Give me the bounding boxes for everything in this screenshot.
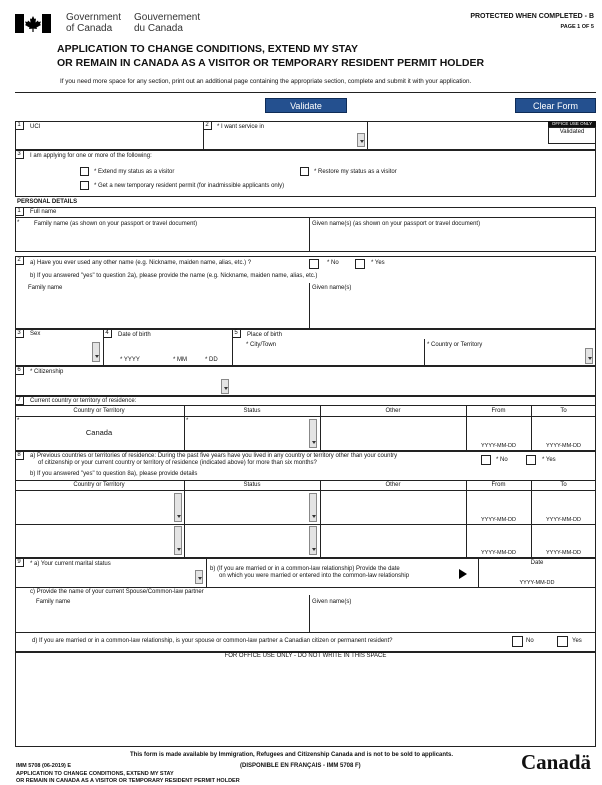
- previous-from-2-format: YYYY-MM-DD: [481, 550, 516, 556]
- previous-residence-details-label: b) If you answered "yes" to question 8a), please provide details: [30, 471, 198, 477]
- col-other-header: Other: [385, 408, 401, 414]
- sex-label: Sex: [30, 331, 41, 337]
- other-names-no-checkbox[interactable]: [309, 259, 319, 269]
- citizenship-box: [15, 366, 596, 396]
- personal-details-heading: PERSONAL DETAILS: [17, 199, 78, 205]
- divider: [320, 405, 321, 451]
- col-from-header: From: [491, 408, 506, 414]
- dob-month-label: * MM: [173, 357, 187, 363]
- marital-status-dropdown[interactable]: [195, 570, 203, 584]
- no-label: * No: [496, 457, 508, 463]
- other-given-names-label: Given name(s): [312, 285, 352, 291]
- instruction-text: If you need more space for any section, print out an additional page containing the appropriate section, complete and submit it with your application.: [60, 78, 472, 85]
- gov-en-line2: of Canada: [66, 23, 113, 34]
- other-names-question: a) Have you ever used any other name (e.g. Nickname, maiden name, alias, etc.) ?: [30, 260, 252, 266]
- yes-label: Yes: [572, 638, 582, 644]
- divider: [15, 480, 596, 481]
- required-mark: *: [17, 418, 20, 424]
- previous-from-1-format: YYYY-MM-DD: [481, 517, 516, 523]
- footer-form-name-line2: OR REMAIN IN CANADA AS A VISITOR OR TEMPORARY RESIDENT PERMIT HOLDER: [16, 778, 240, 784]
- footer-notice: This form is made available by Immigration, Refugees and Citizenship Canada and is not to be sold to applicants.: [130, 752, 454, 758]
- residence-to-format: YYYY-MM-DD: [546, 443, 581, 449]
- restore-status-label: * Restore my status as a visitor: [314, 169, 397, 175]
- extend-status-checkbox[interactable]: [80, 167, 89, 176]
- marital-status-label: * a) Your current marital status: [30, 561, 111, 567]
- page-number: PAGE 1 OF 5: [560, 24, 594, 30]
- validated-text: Validated: [559, 129, 585, 135]
- field-number-3: 3: [15, 329, 24, 338]
- field-number-9: 9: [15, 558, 24, 567]
- divider: [15, 416, 596, 417]
- previous-residence-yes-checkbox[interactable]: [526, 455, 536, 465]
- government-en-signature: [66, 12, 121, 34]
- spouse-family-name-label: Family name: [36, 599, 71, 605]
- residence-from-format: YYYY-MM-DD: [481, 443, 516, 449]
- canada-flag-logo: [15, 14, 51, 33]
- protected-label: PROTECTED WHEN COMPLETED - B: [470, 13, 594, 20]
- col-to-header: To: [560, 482, 567, 488]
- col-country-header: Country or Territory: [73, 482, 125, 488]
- residence-status-dropdown[interactable]: [309, 419, 317, 448]
- divider: [309, 217, 310, 252]
- citizenship-dropdown[interactable]: [221, 379, 229, 394]
- divider: [15, 587, 596, 588]
- office-use-only-label: OFFICE USE ONLY: [548, 121, 596, 127]
- field-number-3: 3: [15, 150, 24, 159]
- dob-input[interactable]: [110, 341, 230, 355]
- col-status-header: Status: [243, 408, 261, 414]
- field-number-2: 2: [203, 121, 212, 130]
- divider: [367, 121, 368, 150]
- marriage-date-input[interactable]: [482, 568, 592, 578]
- pob-country-dropdown[interactable]: [585, 348, 593, 364]
- yes-label: * Yes: [542, 457, 556, 463]
- marriage-date-question-cont: on which you were married or entered into the common-law relationship: [219, 573, 410, 579]
- previous-status-2-dropdown[interactable]: [309, 526, 317, 555]
- other-names-details-label: b) If you answered "yes" to question 2a), please provide the name (e.g. Nickname, maiden name, alias, etc.): [30, 273, 318, 279]
- temporary-permit-checkbox[interactable]: [80, 181, 89, 190]
- spouse-given-names-input[interactable]: [312, 608, 594, 630]
- field-number-4: 4: [103, 329, 112, 338]
- other-family-name-label: Family name: [28, 285, 63, 291]
- field-number-1: 1: [15, 121, 24, 130]
- field-number-1: 1: [15, 207, 24, 216]
- divider: [15, 405, 596, 406]
- office-use-box: [15, 652, 596, 747]
- pob-city-input[interactable]: [246, 350, 421, 364]
- footer-french: (DISPONIBLE EN FRANÇAIS - IMM 5708 F): [240, 763, 361, 769]
- field-number-8: 8: [15, 451, 24, 460]
- given-names-label: Given name(s) (as shown on your passport or travel document): [312, 221, 481, 227]
- spouse-citizen-question: d) If you are married or in a common-law relationship, is your spouse or common-law partner a Canadian citizen or permanent resident?: [32, 638, 393, 644]
- previous-country-2-dropdown[interactable]: [174, 526, 182, 555]
- previous-residence-question-cont: of citizenship or your current country or territory of residence (indicated above) for more than six months?: [38, 460, 317, 466]
- residence-label: Current country or territory of residence:: [30, 398, 137, 404]
- yes-label: * Yes: [371, 260, 385, 266]
- previous-country-1-dropdown[interactable]: [174, 493, 182, 522]
- residence-country-value[interactable]: Canada: [85, 428, 113, 437]
- col-status-header: Status: [243, 482, 261, 488]
- field-number-2: 2: [15, 256, 24, 265]
- applying-label: I am applying for one or more of the following:: [30, 153, 152, 159]
- divider: [184, 405, 185, 451]
- field-number-5: 5: [232, 329, 241, 338]
- no-label: * No: [327, 260, 339, 266]
- spouse-citizen-no-checkbox[interactable]: [512, 636, 523, 647]
- header-divider: [15, 92, 596, 93]
- citizenship-label: * Citizenship: [30, 369, 64, 375]
- service-language-label: * I want service in: [217, 124, 265, 130]
- divider: [15, 632, 596, 633]
- col-country-header: Country or Territory: [73, 408, 125, 414]
- validate-button[interactable]: Validate: [265, 98, 347, 113]
- dob-day-label: * DD: [205, 357, 218, 363]
- uci-input[interactable]: [26, 132, 201, 148]
- required-mark: *: [17, 220, 20, 226]
- dob-label: Date of birth: [118, 332, 151, 338]
- other-family-name-input[interactable]: [18, 294, 306, 327]
- spouse-citizen-yes-checkbox[interactable]: [557, 636, 568, 647]
- marriage-date-question: b) (If you are married or in a common-law relationship) Provide the date: [210, 566, 400, 572]
- date-label: Date: [530, 560, 544, 566]
- spouse-given-names-label: Given name(s): [312, 599, 352, 605]
- divider: [15, 490, 596, 491]
- form-code: IMM 5708 (06-2019) E: [16, 763, 72, 769]
- divider: [206, 558, 207, 587]
- marriage-date-format: YYYY-MM-DD: [519, 580, 555, 586]
- gov-fr-line1: Gouvernement: [134, 12, 201, 23]
- no-label: No: [526, 638, 534, 644]
- full-name-label: Full name: [30, 209, 57, 215]
- footer-form-name-line1: APPLICATION TO CHANGE CONDITIONS, EXTEND MY STAY: [16, 771, 174, 777]
- uci-label: UCI: [30, 124, 41, 130]
- government-fr-signature: [134, 12, 200, 34]
- form-title-line1: APPLICATION TO CHANGE CONDITIONS, EXTEND MY STAY: [57, 43, 359, 55]
- family-name-label: Family name (as shown on your passport or travel document): [34, 221, 198, 227]
- spouse-name-label: c) Provide the name of your current Spouse/Common-law partner: [30, 589, 204, 595]
- temporary-permit-label: * Get a new temporary resident permit (for inadmissible applicants only): [94, 183, 285, 189]
- required-mark: *: [186, 418, 189, 424]
- sex-dropdown[interactable]: [92, 342, 100, 362]
- canada-wordmark: Canadä: [521, 750, 592, 774]
- gov-fr-line2: du Canada: [134, 23, 183, 34]
- divider: [320, 480, 321, 558]
- divider: [309, 283, 310, 329]
- field-number-6: 6: [15, 366, 24, 375]
- extend-status-label: * Extend my status as a visitor: [94, 169, 175, 175]
- pob-label: Place of birth: [247, 332, 283, 338]
- col-other-header: Other: [385, 482, 401, 488]
- arrow-right-icon: [459, 569, 467, 579]
- previous-residence-question: a) Previous countries or territories of residence: During the past five years have you lived in any country or territory other than your country: [30, 453, 398, 459]
- pob-country-label: * Country or Territory: [427, 342, 483, 348]
- divider: [15, 524, 596, 525]
- clear-form-button[interactable]: Clear Form: [515, 98, 596, 113]
- pob-city-label: * City/Town: [246, 342, 277, 348]
- divider: [15, 217, 596, 218]
- form-title-line2: OR REMAIN IN CANADA AS A VISITOR OR TEMPORARY RESIDENT PERMIT HOLDER: [57, 57, 485, 69]
- given-names-input[interactable]: [312, 231, 594, 251]
- divider: [309, 595, 310, 632]
- previous-to-2-format: YYYY-MM-DD: [546, 550, 581, 556]
- previous-residence-no-checkbox[interactable]: [481, 455, 491, 465]
- col-to-header: To: [560, 408, 567, 414]
- col-from-header: From: [491, 482, 506, 488]
- previous-status-1-dropdown[interactable]: [309, 493, 317, 522]
- field-number-7: 7: [15, 396, 24, 405]
- office-use-heading: FOR OFFICE USE ONLY - DO NOT WRITE IN THIS SPACE: [224, 653, 387, 659]
- divider: [424, 339, 425, 366]
- previous-to-1-format: YYYY-MM-DD: [546, 517, 581, 523]
- family-name-input[interactable]: [18, 231, 306, 251]
- divider: [184, 480, 185, 558]
- other-names-yes-checkbox[interactable]: [355, 259, 365, 269]
- other-given-names-input[interactable]: [312, 294, 594, 327]
- dob-year-label: * YYYY: [120, 357, 140, 363]
- gov-en-line1: Government: [66, 12, 122, 23]
- previous-residence-box: [15, 451, 596, 558]
- restore-status-checkbox[interactable]: [300, 167, 309, 176]
- service-language-dropdown[interactable]: [357, 133, 365, 147]
- spouse-family-name-input[interactable]: [18, 608, 306, 630]
